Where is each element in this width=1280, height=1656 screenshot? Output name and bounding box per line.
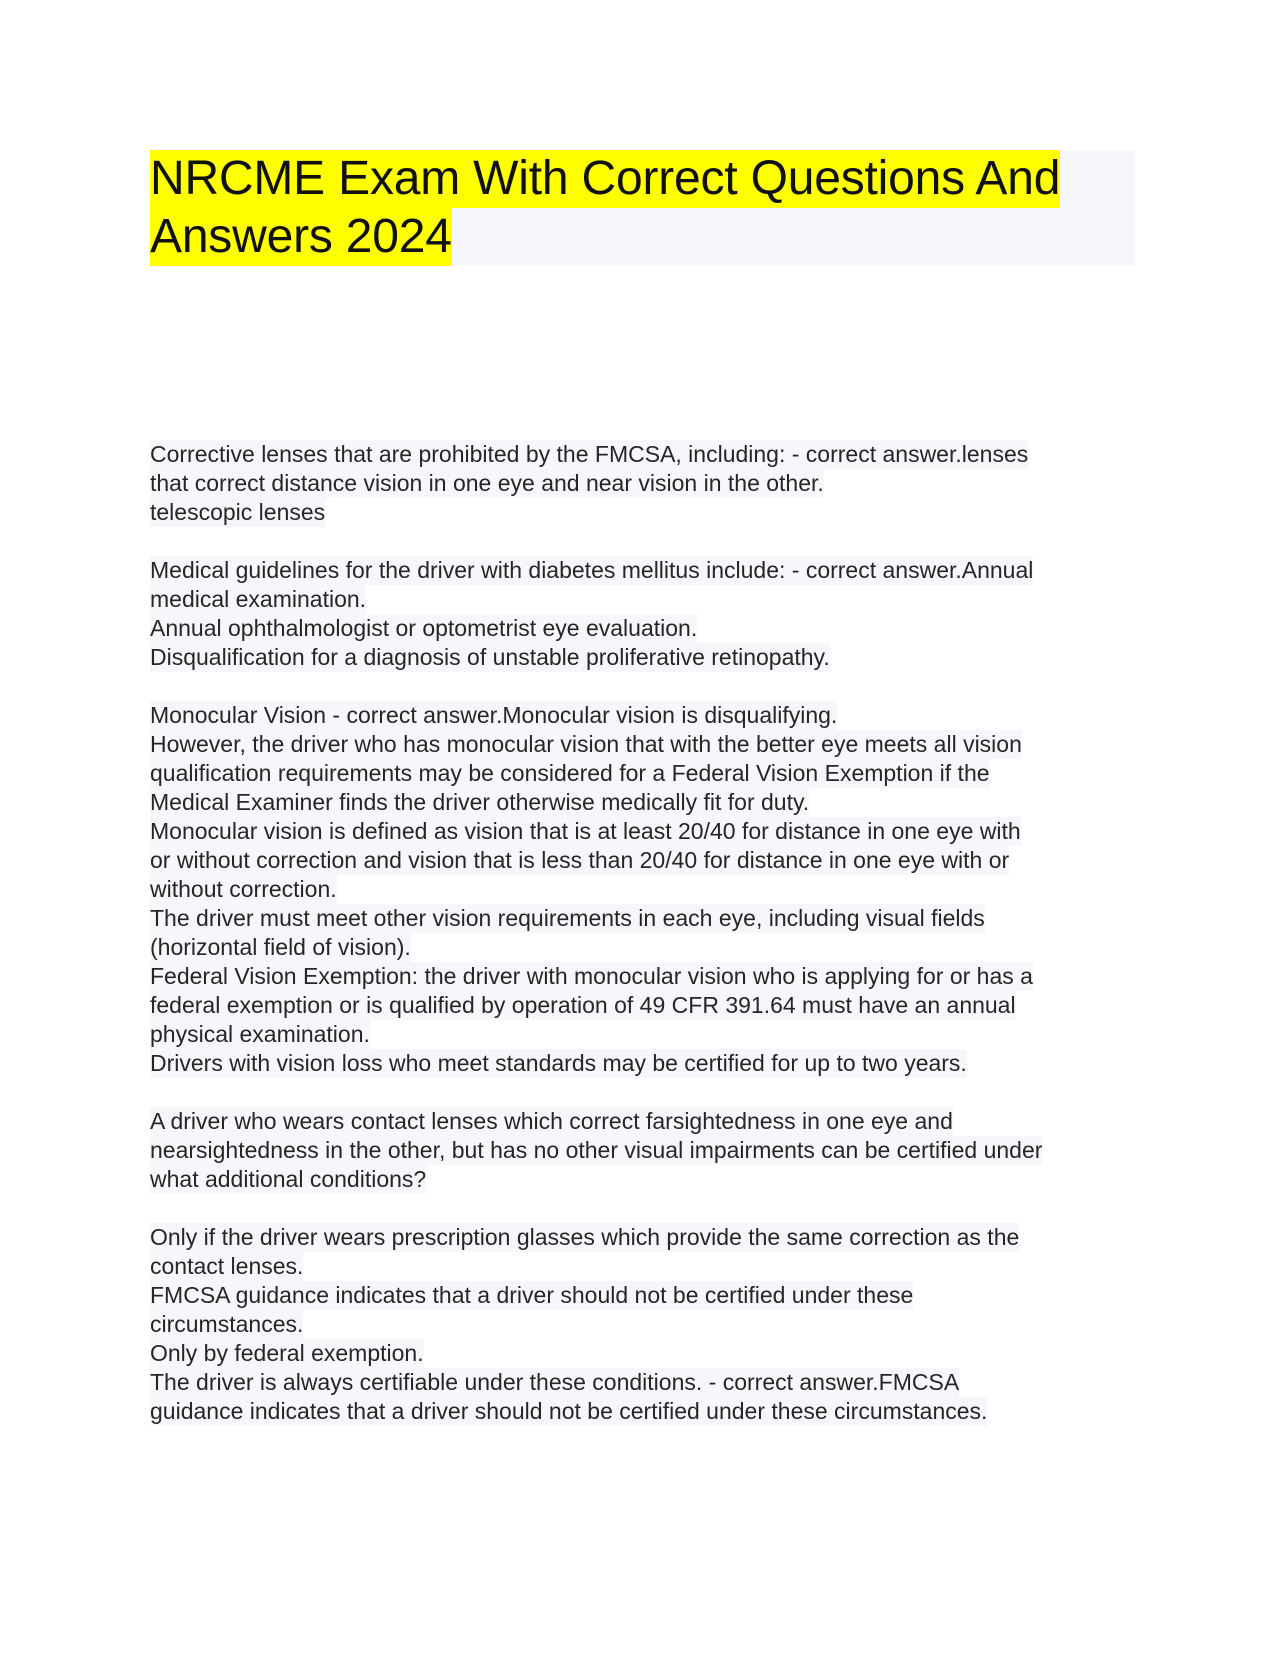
- text-line-wrap: [150, 614, 1150, 643]
- text-line: (horizontal field of vision).: [150, 934, 411, 960]
- text-line: circumstances.: [150, 1311, 304, 1337]
- text-line-wrap: [150, 1165, 1150, 1194]
- text-line-wrap: [150, 1397, 1150, 1426]
- text-line-wrap: [150, 817, 1150, 846]
- text-line: nearsightedness in the other, but has no other visual impairments can be certified under: [150, 1137, 1043, 1163]
- text-line-wrap: [150, 1020, 1150, 1049]
- text-line-wrap: [150, 469, 1150, 498]
- text-line: A driver who wears contact lenses which correct farsightedness in one eye and: [150, 1108, 953, 1134]
- text-line: Monocular Vision - correct answer.Monocular vision is disqualifying.: [150, 702, 838, 728]
- text-line-wrap: [150, 962, 1150, 991]
- text-line-wrap: [150, 991, 1150, 1020]
- text-line: without correction.: [150, 876, 337, 902]
- text-line: Disqualification for a diagnosis of unstable proliferative retinopathy.: [150, 644, 830, 670]
- text-line-wrap: [150, 904, 1150, 933]
- text-line: However, the driver who has monocular vision that with the better eye meets all vision: [150, 731, 1022, 757]
- document-body: [150, 440, 1150, 1455]
- paragraph: [150, 440, 1150, 527]
- document-title: [150, 150, 1135, 266]
- text-line: Drivers with vision loss who meet standards may be certified for up to two years.: [150, 1050, 967, 1076]
- title-line: NRCME Exam With Correct Questions And: [150, 150, 1060, 208]
- text-line-wrap: [150, 846, 1150, 875]
- text-line: that correct distance vision in one eye and near vision in the other.: [150, 470, 824, 496]
- text-line: FMCSA guidance indicates that a driver should not be certified under these: [150, 1282, 914, 1308]
- text-line-wrap: [150, 1310, 1150, 1339]
- text-line: contact lenses.: [150, 1253, 304, 1279]
- paragraph: [150, 1223, 1150, 1426]
- text-line: Corrective lenses that are prohibited by the FMCSA, including: - correct answer.lenses: [150, 441, 1029, 467]
- text-line-wrap: [150, 440, 1150, 469]
- title-line: Answers 2024: [150, 208, 452, 266]
- text-line-wrap: [150, 1368, 1150, 1397]
- text-line-wrap: [150, 1339, 1150, 1368]
- text-line: Medical guidelines for the driver with diabetes mellitus include: - correct answer.Annual: [150, 557, 1034, 583]
- text-line: telescopic lenses: [150, 499, 326, 525]
- paragraph: [150, 1107, 1150, 1194]
- text-line-wrap: [150, 1049, 1150, 1078]
- text-line: Annual ophthalmologist or optometrist eye evaluation.: [150, 615, 698, 641]
- title-line-wrap: [150, 150, 1135, 208]
- paragraph: [150, 556, 1150, 672]
- text-line: what additional conditions?: [150, 1166, 427, 1192]
- text-line-wrap: [150, 788, 1150, 817]
- text-line-wrap: [150, 556, 1150, 585]
- text-line: The driver must meet other vision requirements in each eye, including visual fields: [150, 905, 985, 931]
- text-line: Federal Vision Exemption: the driver with monocular vision who is applying for or has a: [150, 963, 1033, 989]
- text-line: Only by federal exemption.: [150, 1340, 424, 1366]
- paragraph: [150, 701, 1150, 1078]
- text-line: or without correction and vision that is less than 20/40 for distance in one eye with or: [150, 847, 1010, 873]
- text-line-wrap: [150, 585, 1150, 614]
- text-line-wrap: [150, 1281, 1150, 1310]
- text-line: Monocular vision is defined as vision that is at least 20/40 for distance in one eye with: [150, 818, 1021, 844]
- text-line: physical examination.: [150, 1021, 370, 1047]
- text-line-wrap: [150, 875, 1150, 904]
- text-line-wrap: [150, 701, 1150, 730]
- text-line-wrap: [150, 759, 1150, 788]
- text-line-wrap: [150, 730, 1150, 759]
- text-line-wrap: [150, 1252, 1150, 1281]
- text-line: The driver is always certifiable under these conditions. - correct answer.FMCSA: [150, 1369, 960, 1395]
- text-line-wrap: [150, 1136, 1150, 1165]
- text-line-wrap: [150, 498, 1150, 527]
- text-line: guidance indicates that a driver should not be certified under these circumstances.: [150, 1398, 988, 1424]
- text-line-wrap: [150, 1107, 1150, 1136]
- text-line-wrap: [150, 933, 1150, 962]
- title-line-wrap: [150, 208, 1135, 266]
- text-line: Medical Examiner finds the driver otherwise medically fit for duty.: [150, 789, 810, 815]
- text-line-wrap: [150, 643, 1150, 672]
- text-line: federal exemption or is qualified by operation of 49 CFR 391.64 must have an annual: [150, 992, 1016, 1018]
- text-line: medical examination.: [150, 586, 367, 612]
- text-line: Only if the driver wears prescription glasses which provide the same correction as the: [150, 1224, 1020, 1250]
- text-line: qualification requirements may be considered for a Federal Vision Exemption if the: [150, 760, 990, 786]
- text-line-wrap: [150, 1223, 1150, 1252]
